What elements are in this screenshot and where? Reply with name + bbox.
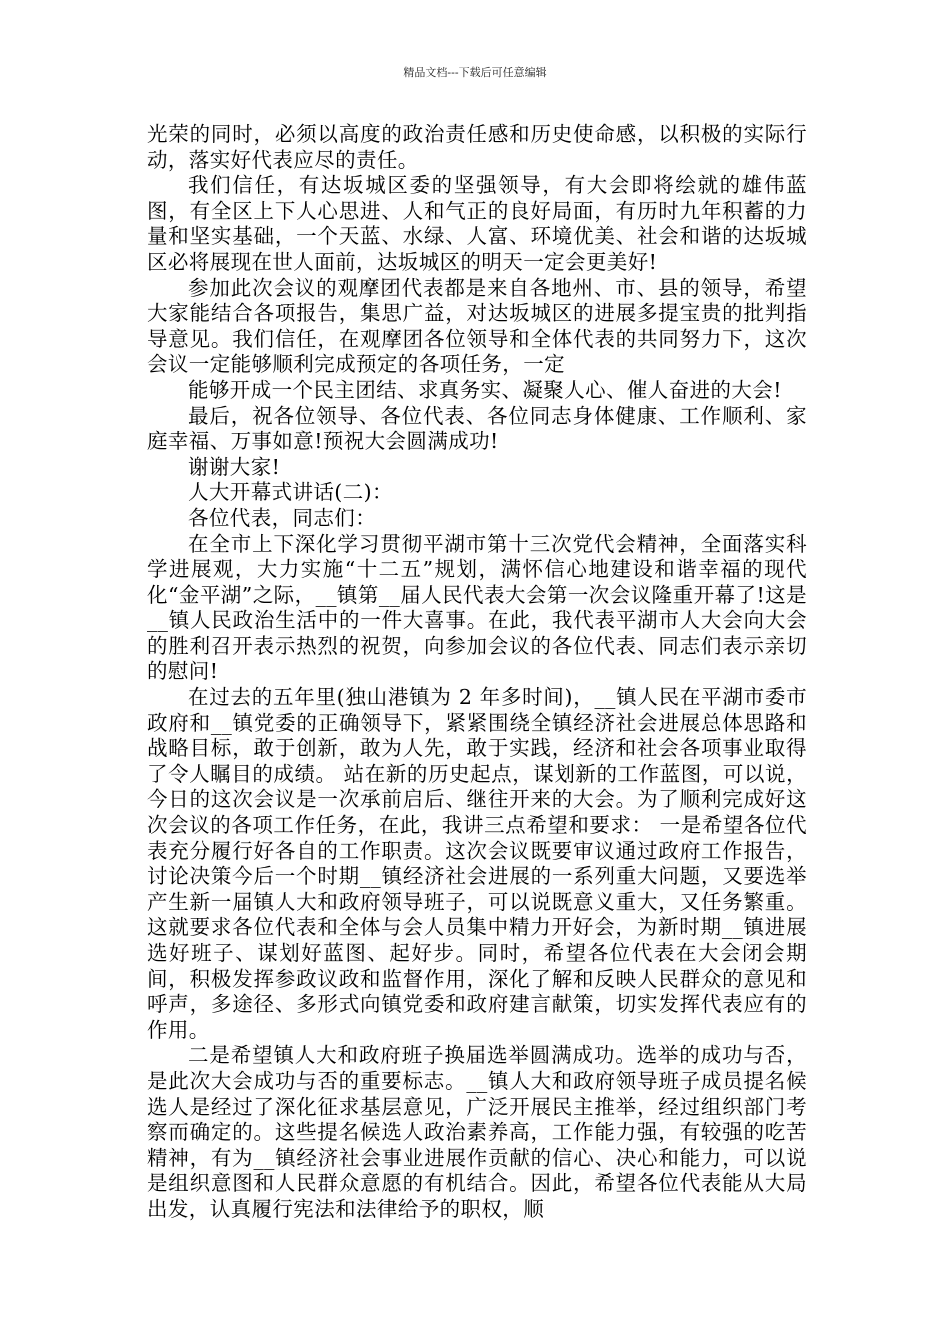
page-header: 精品文档---下载后可任意编辑 <box>403 66 547 79</box>
paragraph: 最后，祝各位领导、各位代表、各位同志身体健康、工作顺利、家庭幸福、万事如意!预祝大会圆满成功! <box>147 403 807 454</box>
paragraph: 光荣的同时，必须以高度的政治责任感和历史使命感，以积极的实际行动，落实好代表应尽的责任。 <box>147 122 807 172</box>
salutation: 各位代表，同志们： <box>188 505 377 530</box>
paragraph: 谢谢大家! <box>188 454 281 479</box>
paragraph: 能够开成一个民主团结、求真务实、凝聚人心、催人奋进的大会! <box>188 377 782 402</box>
paragraph: 在过去的五年里(独山港镇为 2 年多时间)，__镇人民在平湖市委市政府和__镇党委的正确领导下，紧紧围绕全镇经济社会进展总体思路和战略目标，敢于创新，敢为人先，敢于实践，经济和社会各项事业取得了令人瞩目的成绩。 站在新的历史起点，谋划新的工作蓝图，可以说，今日的这次会议是一次承前启后、继往开来的大会。为了顺利完成好这次会议的各项工作任务，在此，我讲三点希望和要求： 一是希望各位代表充分履行好各自的工作职责。这次会议既要审议通过政府工作报告，讨论决策今后一个时期__镇经济社会进展的一系列重大问题，又要选举产生新一届镇人大和政府领导班子，可以说既意义重大，又任务繁重。这就要求各位代表和全体与会人员集中精力开好会，为新时期__镇进展选好班子、谋划好蓝图、起好步。同时，希望各位代表在大会闭会期间，积极发挥参政议政和监督作用，深化了解和反映人民群众的意见和呼声，多途径、多形式向镇党委和政府建言献策，切实发挥代表应有的作用。 <box>147 685 807 1042</box>
paragraph: 在全市上下深化学习贯彻平湖市第十三次党代会精神，全面落实科学进展观，大力实施“十二五”规划，满怀信心地建设和谐幸福的现代化“金平湖”之际，__镇第__届人民代表大会第一次会议隆重开幕了!这是__镇人民政治生活中的一件大喜事。在此，我代表平湖市人大会向大会的胜利召开表示热烈的祝贺，向参加会议的各位代表、同志们表示亲切的慰问! <box>147 531 807 684</box>
paragraph: 参加此次会议的观摩团代表都是来自各地州、市、县的领导，希望大家能结合各项报告，集思广益，对达坂城区的进展多提宝贵的批判指导意见。我们信任，在观摩团各位领导和全体代表的共同努力下，这次会议一定能够顺利完成预定的各项任务，一定 <box>147 275 807 377</box>
section-heading: 人大开幕式讲话(二)： <box>188 480 393 505</box>
paragraph: 二是希望镇人大和政府班子换届选举圆满成功。选举的成功与否，是此次大会成功与否的重要标志。__镇人大和政府领导班子成员提名候选人是经过了深化征求基层意见，广泛开展民主推举，经过组织部门考察而确定的。这些提名候选人政治素养高，工作能力强，有较强的吃苦精神，有为__镇经济社会事业进展作贡献的信心、决心和能力，可以说是组织意图和人民群众意愿的有机结合。因此，希望各位代表能从大局出发，认真履行宪法和法律给予的职权，顺 <box>147 1043 807 1221</box>
document-body <box>147 122 807 1223</box>
paragraph: 我们信任，有达坂城区委的坚强领导，有大会即将绘就的雄伟蓝图，有全区上下人心思进、人和气正的良好局面，有历时九年积蓄的力量和坚实基础，一个天蓝、水绿、人富、环境优美、社会和谐的达坂城区必将展现在世人面前，达坂城区的明天一定会更美好! <box>147 173 807 274</box>
